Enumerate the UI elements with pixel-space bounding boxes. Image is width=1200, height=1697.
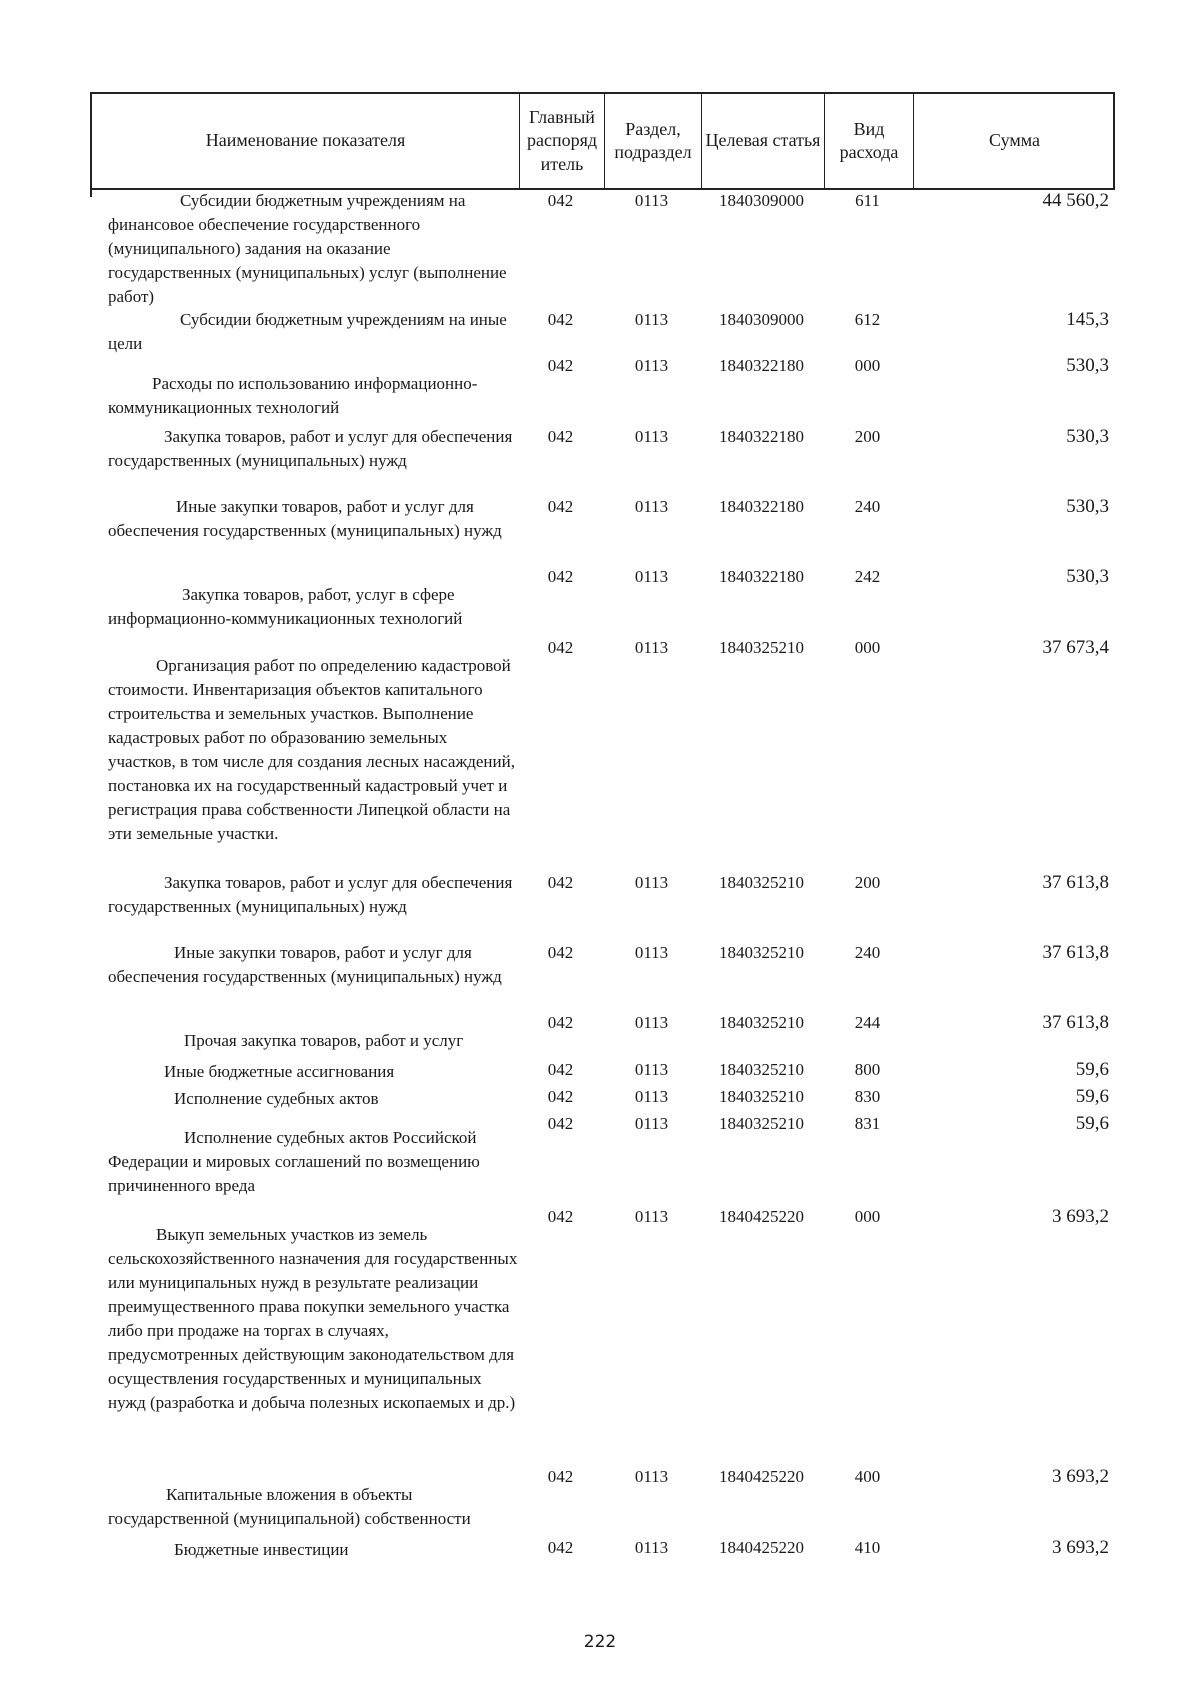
row-sum: 44 560,2 — [1042, 190, 1109, 211]
header-main-manager-label: Главный распоряд итель — [526, 106, 598, 174]
row-cs: 1840325210 — [719, 1087, 804, 1106]
row-rz: 0113 — [634, 943, 669, 962]
row-vr: 612 — [854, 310, 881, 329]
row-vr: 830 — [854, 1087, 881, 1106]
row-vr: 000 — [854, 356, 881, 375]
header-section — [605, 94, 702, 188]
row-rz: 0113 — [634, 873, 669, 892]
row-rz: 0113 — [634, 356, 669, 375]
row-name: Иные закупки товаров, работ и услуг для обеспечения государственных (муниципальных) нужд — [108, 943, 502, 986]
row-name: Закупка товаров, работ и услуг для обеспечения государственных (муниципальных) нужд — [108, 427, 513, 470]
row-vr: 200 — [854, 873, 881, 892]
row-cs: 1840325210 — [719, 1114, 804, 1133]
row-cs: 1840322180 — [719, 497, 804, 516]
row-cs: 1840325210 — [719, 1060, 804, 1079]
row-cs: 1840325210 — [719, 873, 804, 892]
header-target — [702, 94, 825, 188]
row-gr: 042 — [547, 1207, 574, 1226]
row-rz: 0113 — [634, 427, 669, 446]
row-rz: 0113 — [634, 1538, 669, 1557]
row-sum: 59,6 — [1075, 1086, 1109, 1107]
row-cs: 1840309000 — [719, 310, 804, 329]
page-number: 222 — [583, 1632, 617, 1652]
row-sum: 37 613,8 — [1042, 872, 1109, 893]
row-rz: 0113 — [634, 1207, 669, 1226]
row-name: Прочая закупка товаров, работ и услуг — [184, 1031, 464, 1050]
row-name: Исполнение судебных актов — [174, 1089, 379, 1108]
row-vr: 242 — [854, 567, 881, 586]
row-cs: 1840322180 — [719, 427, 804, 446]
row-vr: 200 — [854, 427, 881, 446]
row-gr: 042 — [547, 356, 574, 375]
row-gr: 042 — [547, 191, 574, 210]
row-gr: 042 — [547, 1538, 574, 1557]
row-gr: 042 — [547, 873, 574, 892]
row-sum: 530,3 — [1066, 355, 1109, 376]
row-vr: 000 — [854, 638, 881, 657]
row-sum: 3 693,2 — [1052, 1537, 1109, 1558]
row-name: Исполнение судебных актов Российской Федерации и мировых соглашений по возмещению причиненного вреда — [108, 1128, 480, 1195]
header-expense-type-label: Вид расхода — [839, 118, 899, 162]
row-name: Закупка товаров, работ и услуг для обеспечения государственных (муниципальных) нужд — [108, 873, 513, 916]
row-gr: 042 — [547, 1087, 574, 1106]
row-name: Иные закупки товаров, работ и услуг для обеспечения государственных (муниципальных) нужд — [108, 497, 502, 540]
row-name: Бюджетные инвестиции — [174, 1540, 349, 1559]
row-gr: 042 — [547, 497, 574, 516]
row-cs: 1840425220 — [719, 1467, 804, 1486]
header-sum — [914, 94, 1115, 188]
row-gr: 042 — [547, 427, 574, 446]
row-cs: 1840309000 — [719, 191, 804, 210]
header-sum-label: Сумма — [989, 130, 1040, 151]
row-name: Иные бюджетные ассигнования — [164, 1062, 395, 1081]
row-sum: 145,3 — [1066, 309, 1109, 330]
row-sum: 59,6 — [1075, 1113, 1109, 1134]
row-vr: 244 — [854, 1013, 881, 1032]
row-vr: 611 — [855, 191, 880, 210]
table-left-rule — [90, 190, 92, 197]
row-sum: 530,3 — [1066, 496, 1109, 517]
row-sum: 37 613,8 — [1042, 1012, 1109, 1033]
row-gr: 042 — [547, 310, 574, 329]
header-name — [92, 94, 520, 188]
row-name: Субсидии бюджетным учреждениям на финансовое обеспечение государственного (муниципального) задания на оказание государственных (муниципальных) услуг (выполнение работ) — [108, 191, 507, 306]
row-rz: 0113 — [634, 497, 669, 516]
row-gr: 042 — [547, 567, 574, 586]
header-main-manager — [520, 94, 605, 188]
row-vr: 240 — [854, 943, 881, 962]
row-name: Капитальные вложения в объекты государственной (муниципальной) собственности — [108, 1485, 471, 1528]
row-gr: 042 — [547, 943, 574, 962]
row-rz: 0113 — [634, 1467, 669, 1486]
row-cs: 1840425220 — [719, 1207, 804, 1226]
row-name: Субсидии бюджетным учреждениям на иные цели — [108, 310, 507, 353]
row-rz: 0113 — [634, 567, 669, 586]
row-sum: 3 693,2 — [1052, 1206, 1109, 1227]
row-vr: 000 — [854, 1207, 881, 1226]
row-cs: 1840425220 — [719, 1538, 804, 1557]
header-expense-type — [825, 94, 914, 188]
row-rz: 0113 — [634, 1060, 669, 1079]
row-gr: 042 — [547, 1114, 574, 1133]
header-section-label: Раздел, подраздел — [614, 118, 692, 162]
row-gr: 042 — [547, 1467, 574, 1486]
row-rz: 0113 — [634, 1087, 669, 1106]
row-vr: 400 — [854, 1467, 881, 1486]
row-gr: 042 — [547, 638, 574, 657]
row-cs: 1840325210 — [719, 1013, 804, 1032]
row-sum: 530,3 — [1066, 566, 1109, 587]
row-gr: 042 — [547, 1060, 574, 1079]
row-name: Организация работ по определению кадастровой стоимости. Инвентаризация объектов капитального строительства и земельных участков. Выполнение кадастровых работ по образованию земельных участков, в том числе для создания лесных насаждений, постановка их на государственный кадастровый учет и регистрация права собственности Липецкой области на эти земельные участки. — [108, 656, 515, 843]
row-sum: 3 693,2 — [1052, 1466, 1109, 1487]
row-name: Закупка товаров, работ, услуг в сфере информационно-коммуникационных технологий — [108, 585, 463, 628]
row-name: Выкуп земельных участков из земель сельскохозяйственного назначения для государственных или муниципальных нужд в результате реализации преимущественного права покупки земельного участка либо при продаже на торгах в случаях, предусмотренных действующим законодательством для осуществления государственных и муниципальных нужд (разработка и добыча полезных ископаемых и др.) — [108, 1225, 518, 1412]
row-vr: 831 — [854, 1114, 881, 1133]
row-vr: 800 — [854, 1060, 881, 1079]
row-rz: 0113 — [634, 310, 669, 329]
row-vr: 240 — [854, 497, 881, 516]
row-rz: 0113 — [634, 1013, 669, 1032]
row-cs: 1840325210 — [719, 638, 804, 657]
row-sum: 37 673,4 — [1042, 637, 1109, 658]
row-rz: 0113 — [634, 1114, 669, 1133]
row-cs: 1840322180 — [719, 356, 804, 375]
row-sum: 37 613,8 — [1042, 942, 1109, 963]
row-gr: 042 — [547, 1013, 574, 1032]
header-target-label: Целевая статья — [705, 130, 821, 151]
row-sum: 530,3 — [1066, 426, 1109, 447]
row-name: Расходы по использованию информационно-коммуникационных технологий — [108, 374, 478, 417]
row-cs: 1840322180 — [719, 567, 804, 586]
table-header — [90, 92, 1115, 190]
row-cs: 1840325210 — [719, 943, 804, 962]
row-sum: 59,6 — [1075, 1059, 1109, 1080]
row-vr: 410 — [854, 1538, 881, 1557]
row-rz: 0113 — [634, 191, 669, 210]
header-name-label: Наименование показателя — [205, 130, 406, 151]
row-rz: 0113 — [634, 638, 669, 657]
